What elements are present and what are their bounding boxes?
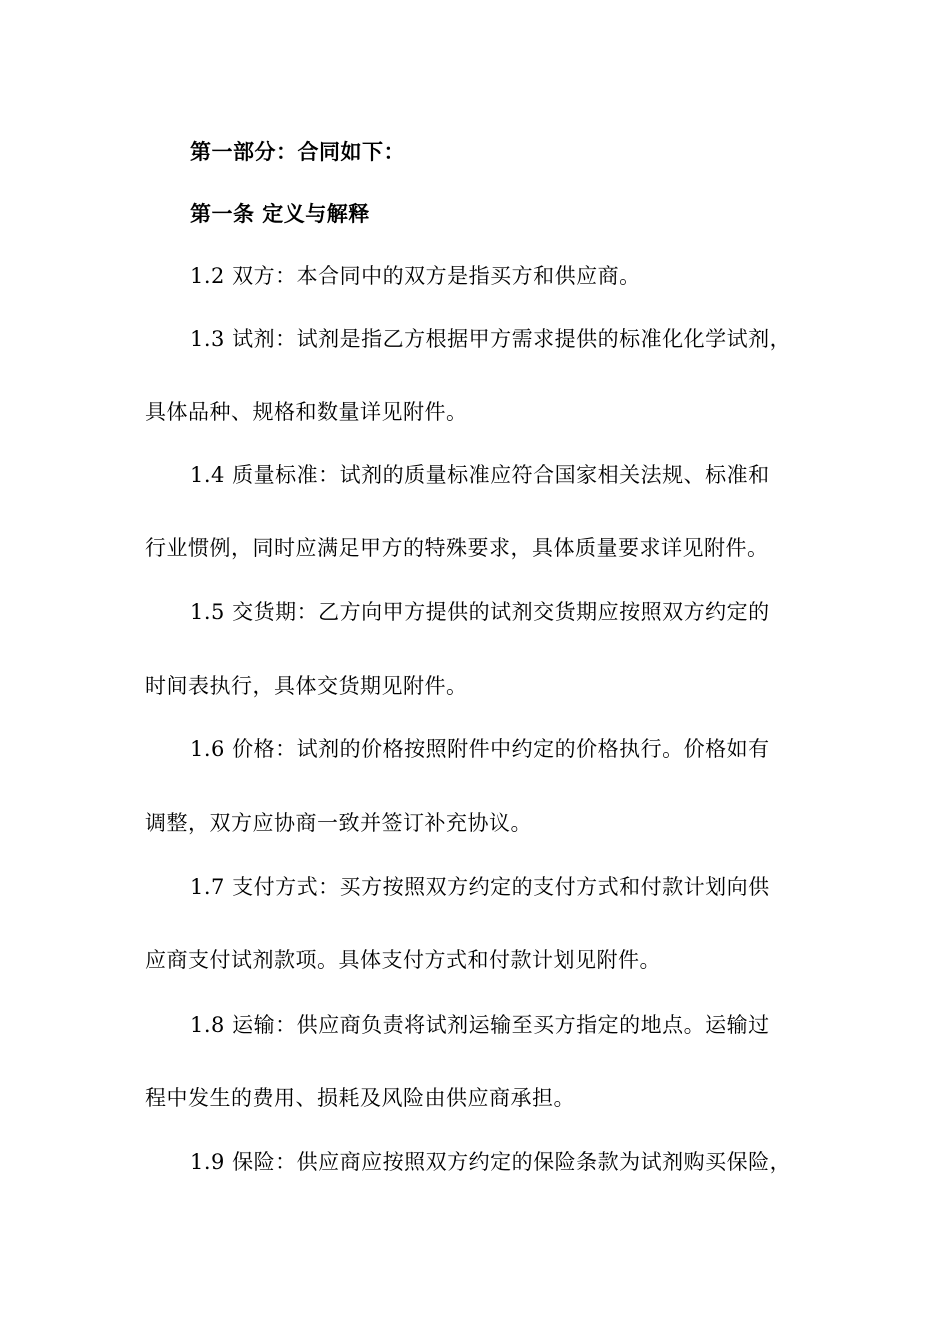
clause-1-4-line-1: 1.4 质量标准：试剂的质量标准应符合国家相关法规、标准和 [190, 463, 770, 487]
clause-1-9-line-1: 1.9 保险：供应商应按照双方约定的保险条款为试剂购买保险， [190, 1150, 792, 1174]
clause-1-6-line-2: 调整，双方应协商一致并签订补充协议。 [145, 811, 532, 835]
clause-1-3-line-1: 1.3 试剂：试剂是指乙方根据甲方需求提供的标准化化学试剂， [190, 327, 792, 351]
clause-1-4-line-2: 行业惯例，同时应满足甲方的特殊要求，具体质量要求详见附件。 [145, 536, 769, 560]
clause-1-5-line-1: 1.5 交货期：乙方向甲方提供的试剂交货期应按照双方约定的 [190, 600, 770, 624]
clause-1-6-line-1: 1.6 价格：试剂的价格按照附件中约定的价格执行。价格如有 [190, 737, 770, 761]
clause-1-7-line-1: 1.7 支付方式：买方按照双方约定的支付方式和付款计划向供 [190, 875, 770, 899]
clause-1-7-line-2: 应商支付试剂款项。具体支付方式和付款计划见附件。 [145, 948, 661, 972]
clause-1-2-line-1: 1.2 双方：本合同中的双方是指买方和供应商。 [190, 264, 641, 288]
clause-1-8-line-2: 程中发生的费用、损耗及风险由供应商承担。 [145, 1086, 575, 1110]
part-heading: 第一部分：合同如下： [190, 140, 405, 164]
article-heading: 第一条 定义与解释 [190, 202, 370, 226]
clause-1-3-line-2: 具体品种、规格和数量详见附件。 [145, 400, 468, 424]
clause-1-5-line-2: 时间表执行，具体交货期见附件。 [145, 674, 468, 698]
clause-1-8-line-1: 1.8 运输：供应商负责将试剂运输至买方指定的地点。运输过 [190, 1013, 770, 1037]
